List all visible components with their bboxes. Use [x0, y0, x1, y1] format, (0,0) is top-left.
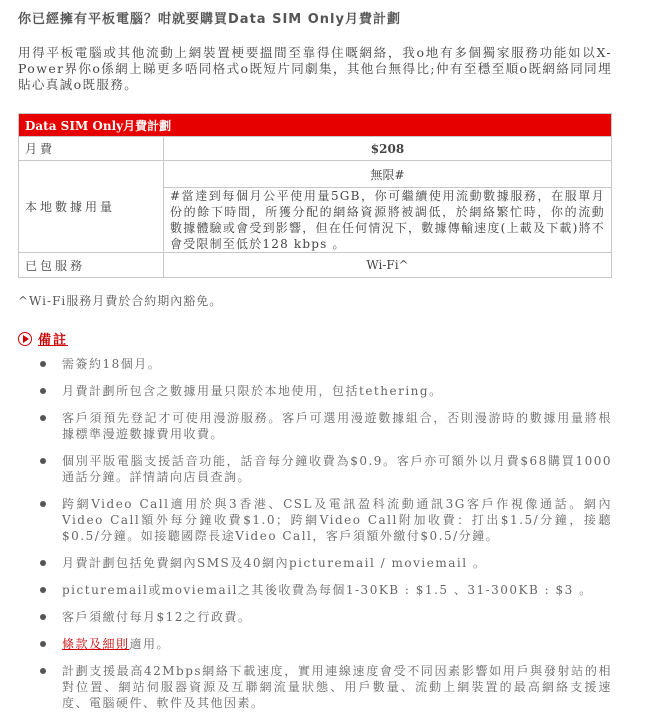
bullet-icon — [40, 668, 46, 674]
local-data-value: 無限# — [164, 161, 612, 188]
bullet-icon — [40, 415, 46, 421]
bullet-icon — [40, 458, 46, 464]
terms-suffix: 適用。 — [129, 637, 171, 651]
bullet-icon — [40, 560, 46, 566]
included-services-value: Wi-Fi^ — [164, 253, 612, 278]
bullet-icon — [40, 388, 46, 394]
notes-heading[interactable] — [18, 329, 612, 348]
included-services-label: 已包服務 — [19, 253, 164, 278]
monthly-fee-label: 月費 — [19, 137, 164, 161]
table-row-local-data — [19, 161, 612, 188]
content — [18, 8, 612, 722]
notes-list — [18, 356, 612, 711]
wifi-footnote: ^Wi-Fi服務月費於合約期內豁免。 — [18, 294, 223, 308]
list-item: 月費計劃所包含之數據用量只限於本地使用，包括tethering。 — [38, 383, 612, 399]
table-row-monthly-fee — [19, 137, 612, 161]
table-row-included-services — [19, 253, 612, 278]
arrow-right-icon — [18, 332, 32, 346]
terms-and-conditions-link[interactable]: 條款及細則 — [62, 637, 130, 651]
notes-title[interactable]: 備註 — [38, 333, 69, 348]
list-item: 月費計劃包括免費網內SMS及40網內picturemail / moviemail 。 — [38, 555, 612, 571]
bullet-icon — [40, 501, 46, 507]
bullet-icon — [40, 361, 46, 367]
list-item: 需簽約18個月。 — [38, 356, 612, 372]
page-heading: 你已經擁有平板電腦？咁就要購買Data SIM Only月費計劃 — [18, 12, 401, 27]
bullet-icon — [40, 641, 46, 647]
list-item: 客戶須繳付每月$12之行政費。 — [38, 609, 612, 625]
list-item: 客戶須預先登記才可使用漫游服務。客戶可選用漫遊數據組合，否則漫游時的數據用量將根據標準漫遊數據費用收費。 — [38, 410, 612, 442]
list-item: 個別平版電腦支援話音功能，話音每分鐘收費為$0.9。客戶亦可額外以月費$68購買1000通話分鐘。詳情請向店員查詢。 — [38, 453, 612, 485]
list-item-terms — [38, 636, 612, 652]
local-data-label: 本地數據用量 — [19, 161, 164, 253]
plan-table-title: Data SIM Only月費計劃 — [19, 114, 612, 137]
intro-paragraph: 用得平板電腦或其他流動上網裝置梗要搵間至靠得住嘅網絡，我o地有多個獨家服務功能如以X-Power界你o係網上睇更多唔同格式o既短片同劇集，其他台無得比;仲有至穩至順o既網絡同同埋貼心真誠o既服務。 — [18, 45, 612, 92]
plan-table-header — [19, 114, 612, 137]
bullet-icon — [40, 587, 46, 593]
list-item: 跨網Video Call適用於與3香港、CSL及電訊盈科流動通訊3G客戶作視像通話。網內Video Call額外每分鐘收費$1.0；跨網Video Call附加收費：打出$1.5/分鐘，接聽$0.5/分鐘。如接聽國際長途Video Call，客戶須額外繳付$0.5/分鐘。 — [38, 496, 612, 544]
monthly-fee-value: $208 — [164, 137, 612, 161]
plan-table — [18, 113, 612, 278]
fair-usage-note: #當達到每個月公平使用量5GB，你可繼續使用流動數據服務，在服單月份的餘下時間，所獲分配的網絡資源將被調低，於網絡繁忙時，你的流動數據體驗或會受到影響，但在任何情況下，數據傳輸速度(上載及下載)將不會受限制至低於128 kbps 。 — [164, 188, 612, 253]
bullet-icon — [40, 614, 46, 620]
list-item: picturemail或moviemail之其後收費為每個1-30KB : $1.5 、31-300KB : $3 。 — [38, 582, 612, 598]
list-item: 計劃支援最高42Mbps網絡下載速度，實用連線速度會受不同因素影響如用戶與發射站的相對位置、網站伺服器資源及互聯網流量狀態、用戶數量、流動上網裝置的最高網絡支援速度、電腦硬件、軟件及其他因素。 — [38, 663, 612, 711]
